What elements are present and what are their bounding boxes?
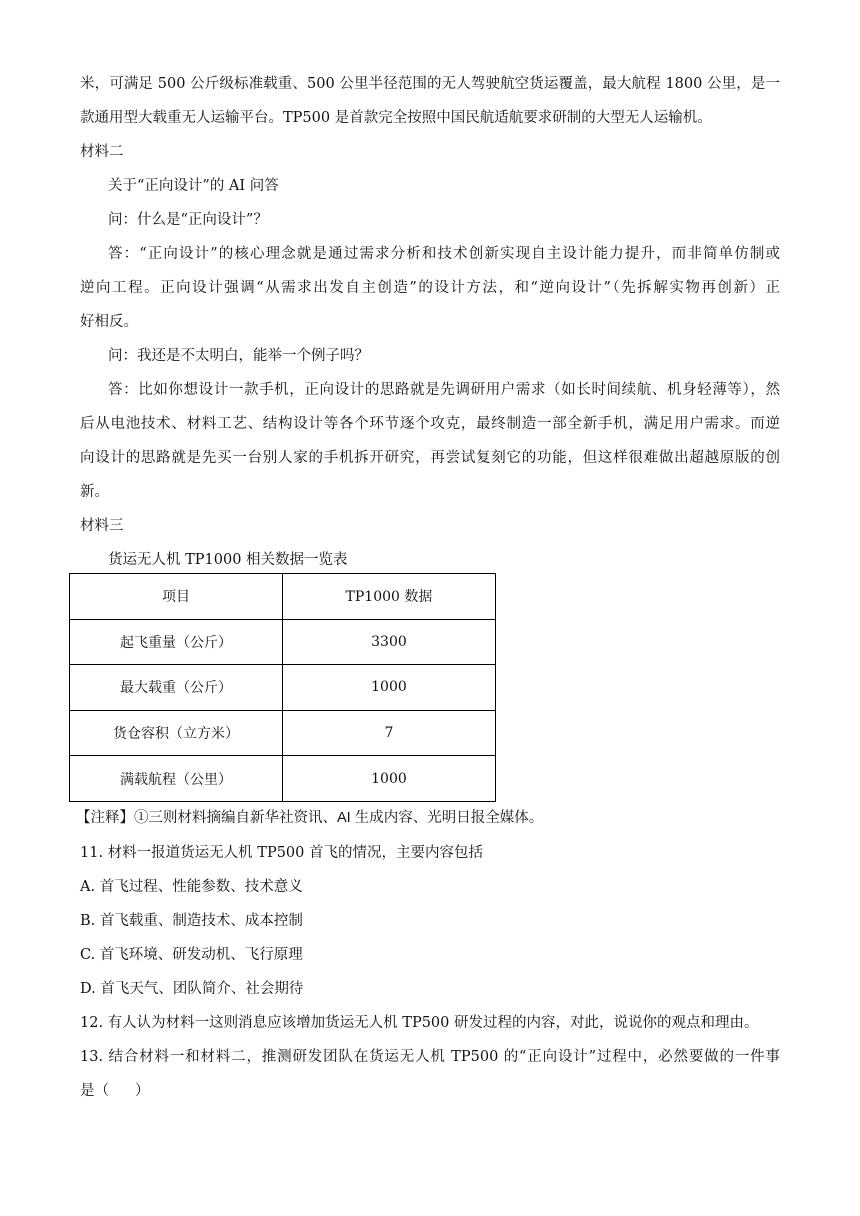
paragraph-line: 米，可满足 500 公斤级标准载重、500 公里半径范围的无人驾驶航空货运覆盖，最大航程 1800 公里，是一 xyxy=(80,76,780,92)
option-d: D. 首飞天气、团队简介、社会期待 xyxy=(80,981,304,997)
section-heading: 材料三 xyxy=(80,518,124,534)
table-header-row xyxy=(70,574,496,620)
table-header-cell: 项目 xyxy=(70,574,283,620)
answer-text: 新。 xyxy=(80,484,109,500)
qa-title: 关于“正向设计”的 AI 问答 xyxy=(108,178,279,194)
table-cell: 7 xyxy=(282,710,495,756)
answer-text: 向设计的思路就是先买一台别人家的手机拆开研究，再尝试复刻它的功能，但这样很难做出超越原版的创 xyxy=(80,450,780,466)
answer-text: 后从电池技术、材料工艺、结构设计等各个环节逐个攻克，最终制造一部全新手机，满足用户需求。而逆 xyxy=(80,416,780,432)
question-12: 12. 有人认为材料一这则消息应该增加货运无人机 TP500 研发过程的内容，对此，说说你的观点和理由。 xyxy=(80,1015,759,1031)
table-cell: 满载航程（公里） xyxy=(70,756,283,802)
table-cell: 1000 xyxy=(282,665,495,711)
option-b: B. 首飞载重、制造技术、成本控制 xyxy=(80,913,303,929)
table-header-cell: TP1000 数据 xyxy=(282,574,495,620)
question-11: 11. 材料一报道货运无人机 TP500 首飞的情况，主要内容包括 xyxy=(80,845,483,861)
section-heading: 材料二 xyxy=(80,144,124,160)
question-text: 问：我还是不太明白，能举一个例子吗？ xyxy=(108,348,369,364)
table-cell: 3300 xyxy=(282,619,495,665)
paren-close: ） xyxy=(135,1083,150,1099)
table-row xyxy=(70,619,496,665)
answer-text: 答：比如你想设计一款手机，正向设计的思路就是先调研用户需求（如长时间续航、机身轻薄等），然 xyxy=(108,382,780,398)
question-13-answer-blank xyxy=(80,1081,150,1101)
data-table xyxy=(69,573,496,802)
question-text: 问：什么是“正向设计”？ xyxy=(108,212,268,228)
answer-text: 逆向工程。正向设计强调“从需求出发自主创造”的设计方法，和“逆向设计”（先拆解实物再创新）正 xyxy=(80,280,780,296)
source-note: 【注释】①三则材料摘编自新华社资讯、AI 生成内容、光明日报全媒体。 xyxy=(76,810,544,826)
table-row xyxy=(70,665,496,711)
table-caption: 货运无人机 TP1000 相关数据一览表 xyxy=(108,552,348,568)
question-13: 13. 结合材料一和材料二，推测研发团队在货运无人机 TP500 的“正向设计”过程中，必然要做的一件事 xyxy=(80,1049,780,1065)
table-cell: 1000 xyxy=(282,756,495,802)
paragraph-line: 款通用型大载重无人运输平台。TP500 是首款完全按照中国民航适航要求研制的大型无人运输机。 xyxy=(80,110,712,126)
table-row xyxy=(70,710,496,756)
table-cell: 起飞重量（公斤） xyxy=(70,619,283,665)
option-a: A. 首飞过程、性能参数、技术意义 xyxy=(80,879,303,895)
answer-text: 好相反。 xyxy=(80,314,138,330)
answer-text: 答：“正向设计”的核心理念就是通过需求分析和技术创新实现自主设计能力提升，而非简单仿制或 xyxy=(108,246,780,262)
paren-open: 是（ xyxy=(80,1083,109,1099)
table-cell: 最大载重（公斤） xyxy=(70,665,283,711)
table-row xyxy=(70,756,496,802)
table-cell: 货仓容积（立方米） xyxy=(70,710,283,756)
option-c: C. 首飞环境、研发动机、飞行原理 xyxy=(80,947,303,963)
